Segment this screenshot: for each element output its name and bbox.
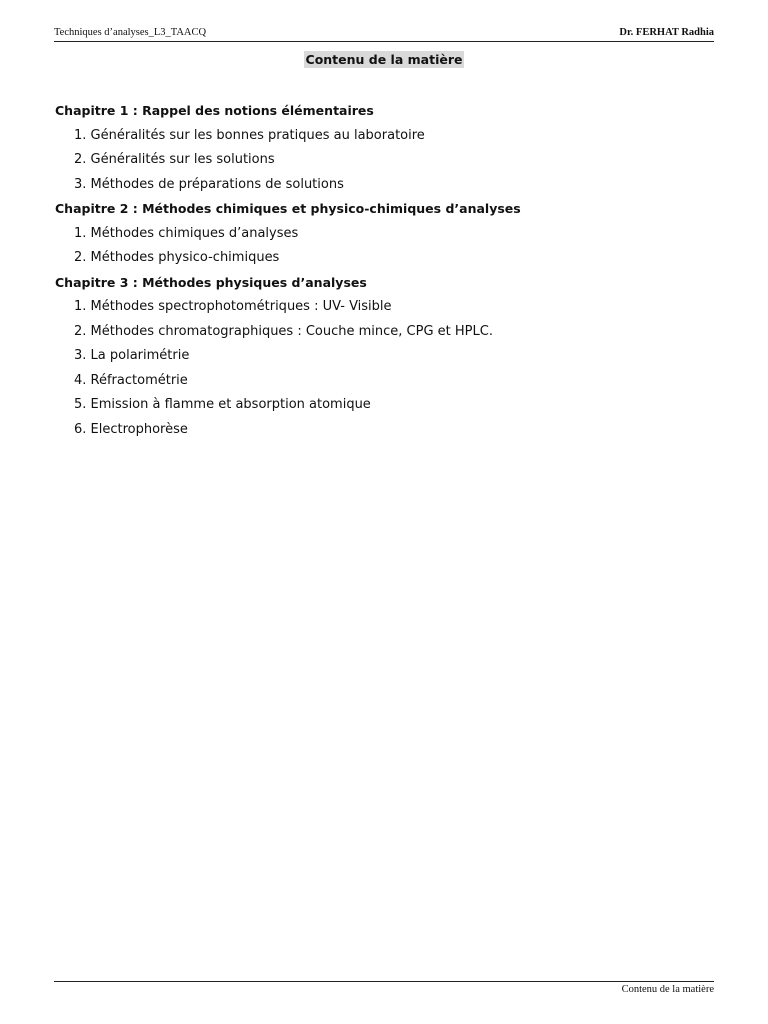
list-item: 2. Généralités sur les solutions	[74, 152, 275, 167]
list-item: 2. Méthodes physico-chimiques	[74, 250, 280, 265]
page-title-text: Contenu de la matière	[305, 52, 463, 67]
chapter-title: Chapitre 1 : Rappel des notions élémentaires	[55, 103, 374, 118]
chapter-title: Chapitre 2 : Méthodes chimiques et physico-chimiques d’analyses	[55, 201, 521, 216]
chapter-title: Chapitre 3 : Méthodes physiques d’analyses	[55, 274, 367, 290]
list-item: 1. Méthodes chimiques d’analyses	[74, 225, 299, 241]
page-title	[0, 52, 768, 67]
footer-section-title: Contenu de la matière	[621, 984, 714, 995]
chapter-2	[55, 197, 715, 271]
list-item: 5. Emission à flamme et absorption atomique	[74, 397, 371, 412]
page-footer	[54, 981, 714, 995]
list-item: 3. Méthodes de préparations de solutions	[74, 176, 344, 192]
page-header	[54, 27, 714, 42]
chapter-3	[55, 271, 715, 443]
list-item: 6. Electrophorèse	[74, 421, 188, 437]
header-course-title: Techniques d’analyses_L3_TAACQ	[54, 27, 207, 38]
list-item: 1. Méthodes spectrophotométriques : UV- Visible	[74, 299, 392, 314]
table-of-contents	[55, 99, 715, 442]
list-item: 4. Réfractométrie	[74, 372, 188, 388]
header-author: Dr. FERHAT Radhia	[619, 27, 714, 38]
list-item: 1. Généralités sur les bonnes pratiques au laboratoire	[74, 127, 425, 143]
list-item: 2. Méthodes chromatographiques : Couche mince, CPG et HPLC.	[74, 323, 493, 339]
list-item: 3. La polarimétrie	[74, 348, 190, 363]
chapter-1	[55, 99, 715, 197]
